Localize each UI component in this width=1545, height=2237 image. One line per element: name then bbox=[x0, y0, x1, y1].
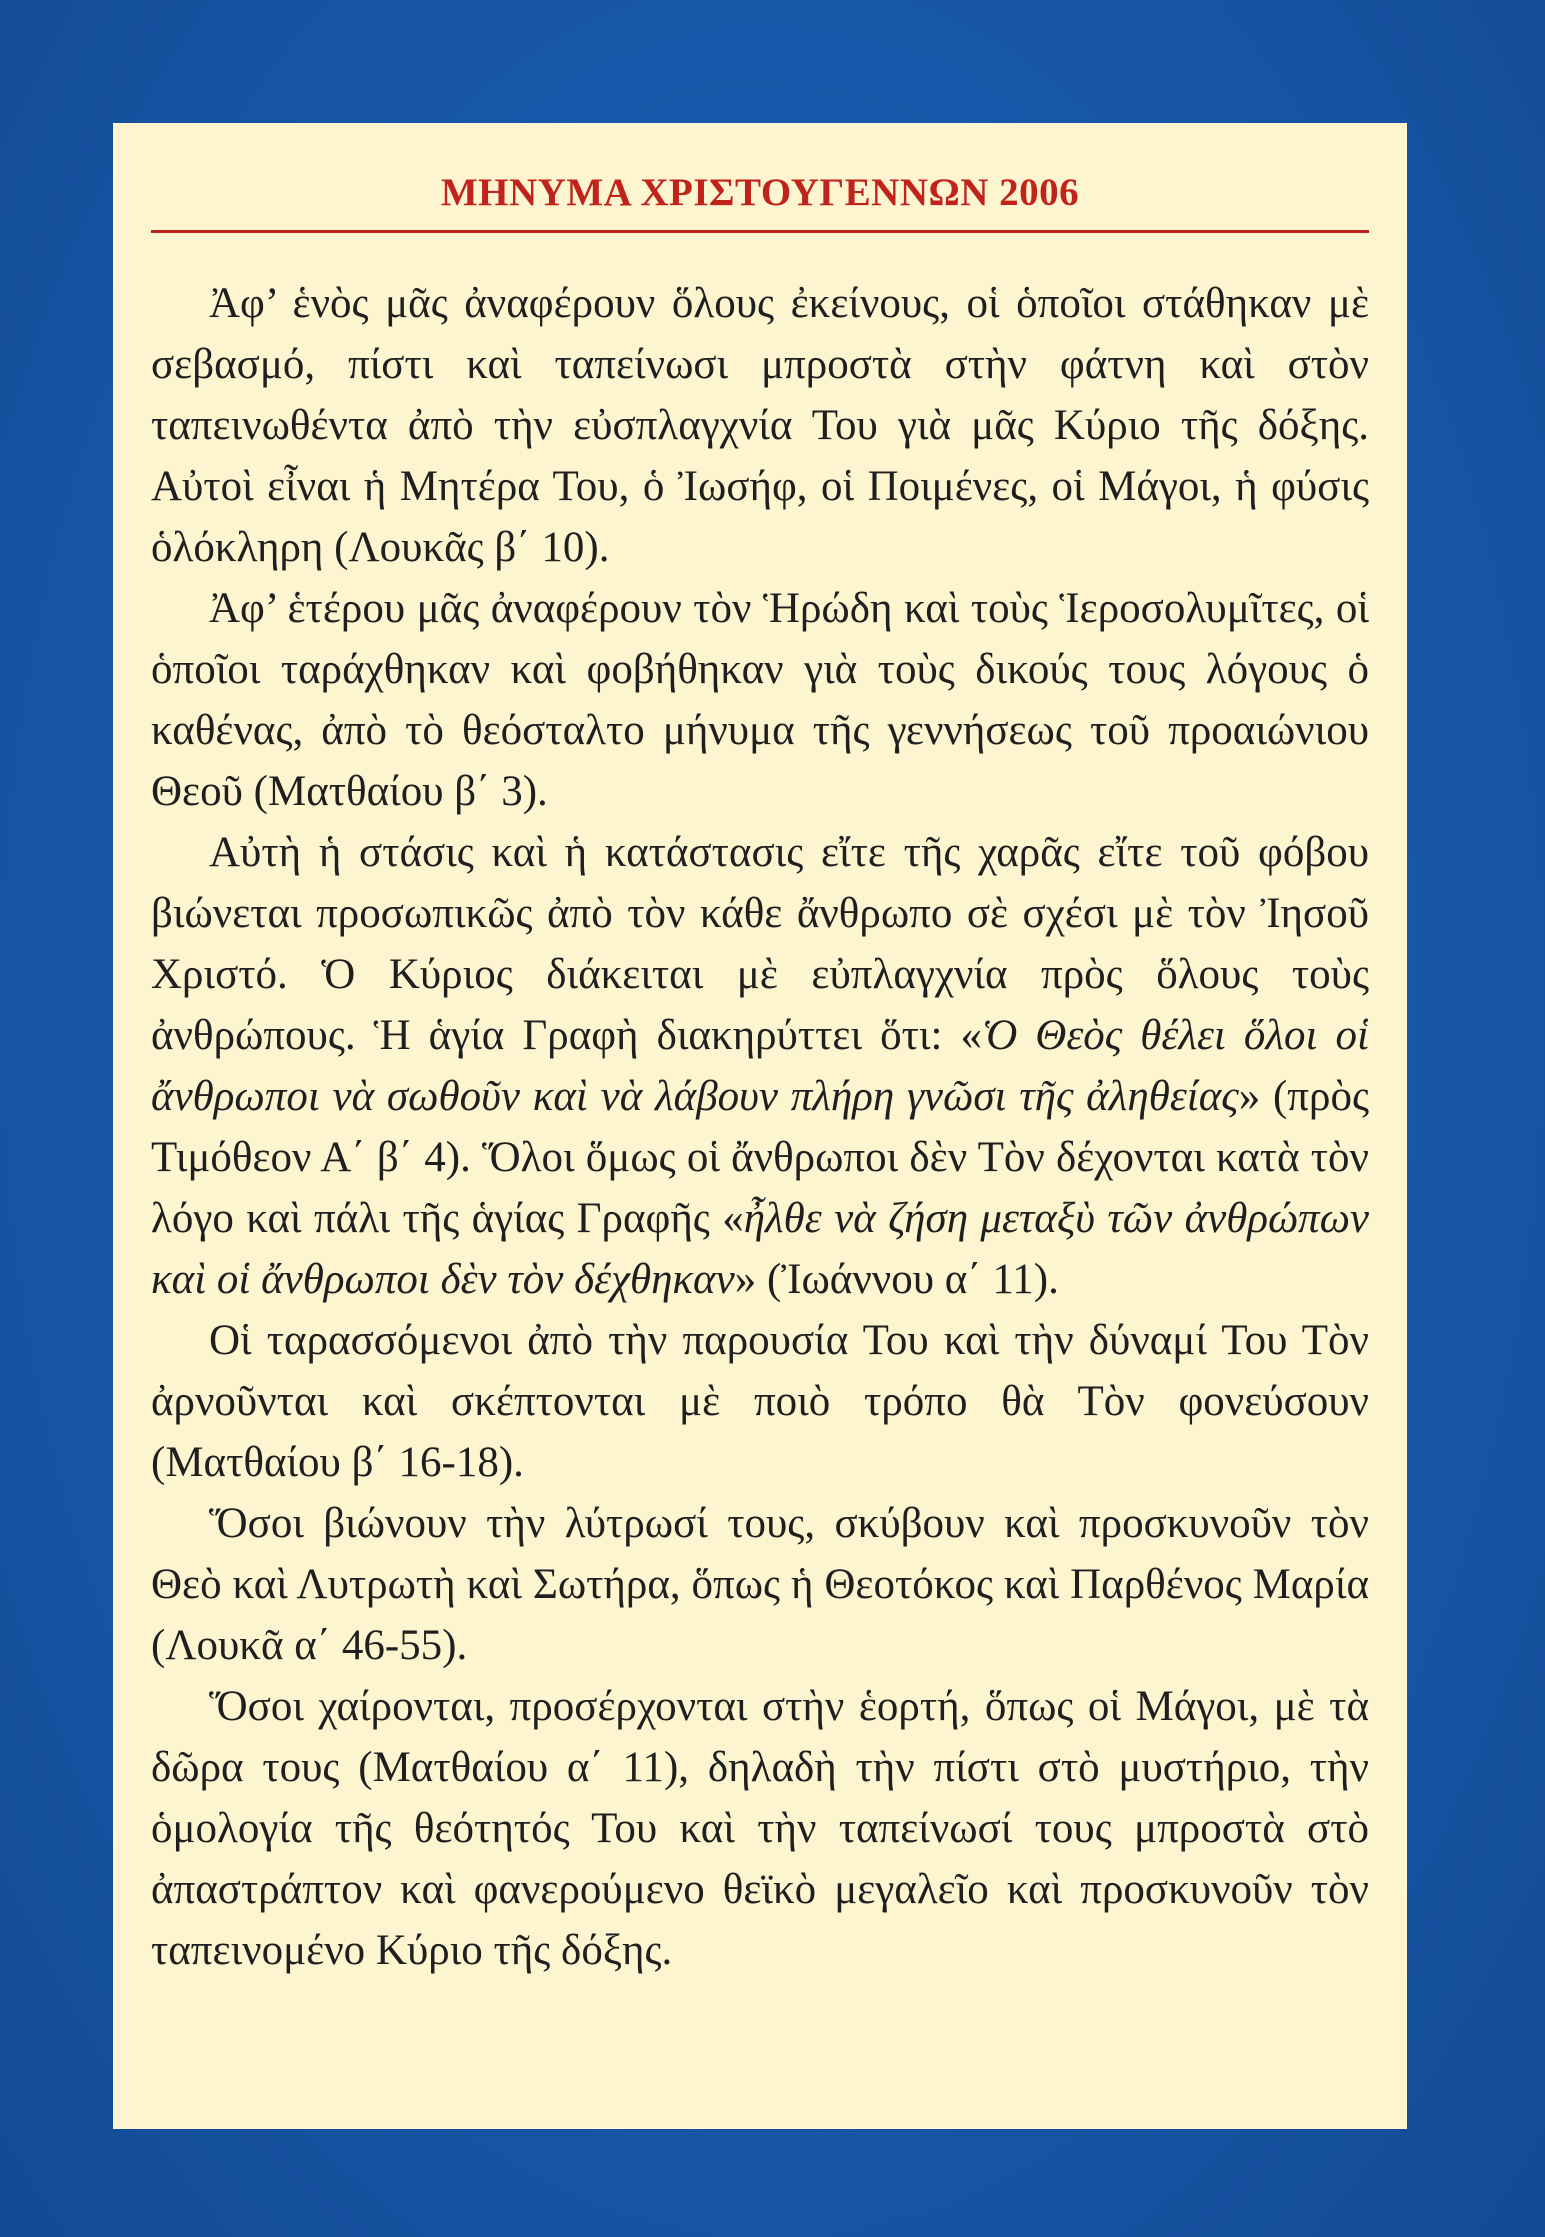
paragraph-1: Ἀφ’ ἑνὸς μᾶς ἀναφέρουν ὅλους ἐκείνους, οἱ ὁποῖοι στάθηκαν μὲ σεβασμό, πίστι καὶ ταπείνωσι μπροστὰ στὴν φάτνη καὶ στὸν ταπεινωθέντα ἀπὸ τὴν εὐσπλαγχνία Του γιὰ μᾶς Κύριο τῆς δόξης. Αὐτοὶ εἶναι ἡ Μητέρα Του, ὁ Ἰωσήφ, οἱ Ποιμένες, οἱ Μάγοι, ἡ φύσις ὁλόκληρη (Λουκᾶς β΄ 10). bbox=[151, 280, 1369, 571]
paragraph-3-text-c: » (Ἰωάννου α΄ 11). bbox=[734, 1256, 1059, 1303]
scripture-quote-1: Ὁ Θεὸς θέλει ὅλοι οἱ ἄνθρωποι νὰ σωθοῦν καὶ νὰ λάβουν πλήρη γνῶσι τῆς ἀληθείας bbox=[151, 1012, 1369, 1120]
paragraph-3-text-a: Αὐτὴ ἡ στάσις καὶ ἡ κατάστασις εἴτε τῆς χαρᾶς εἴτε τοῦ φόβου βιώνεται προσωπικῶς ἀπὸ τὸν κάθε ἄνθρωπο σὲ σχέσι μὲ τὸν Ἰησοῦ Χριστό. Ὁ Κύριος διάκειται μὲ εὐπλαγχνία πρὸς ὅλους τοὺς ἀνθρώπους. Ἡ ἁγία Γραφὴ διακηρύττει ὅτι: « bbox=[151, 829, 1369, 1059]
paragraph-3-text-b: » (πρὸς Τιμόθεον Α΄ β΄ 4). Ὅλοι ὅμως οἱ ἄνθρωποι δὲν Τὸν δέχονται κατὰ τὸν λόγο καὶ πάλι τῆς ἁγίας Γραφῆς « bbox=[151, 1073, 1370, 1242]
page-title: ΜΗΝΥΜΑ ΧΡΙΣΤΟΥΓΕΝΝΩΝ 2006 bbox=[151, 173, 1369, 233]
scripture-quote-2: ἦλθε νὰ ζήση μεταξὺ τῶν ἀνθρώπων καὶ οἱ ἄνθρωποι δὲν τὸν δέχθηκαν bbox=[151, 1195, 1370, 1303]
paragraph-2: Ἀφ’ ἑτέρου μᾶς ἀναφέρουν τὸν Ἡρώδη καὶ τοὺς Ἱεροσολυμῖτες, οἱ ὁποῖοι ταράχθηκαν καὶ φοβήθηκαν γιὰ τοὺς δικούς τους λόγους ὁ καθένας, ἀπὸ τὸ θεόσταλτο μήνυμα τῆς γεννήσεως τοῦ προαιώνιου Θεοῦ (Ματθαίου β΄ 3). bbox=[151, 585, 1369, 815]
paragraph-6: Ὅσοι χαίρονται, προσέρχονται στὴν ἑορτή, ὅπως οἱ Μάγοι, μὲ τὰ δῶρα τους (Ματθαίου α΄ 11), δηλαδὴ τὴν πίστι στὸ μυστήριο, τὴν ὁμολογία τῆς θεότητός Του καὶ τὴν ταπείνωσί τους μπροστὰ στὸ ἀπαστράπτον καὶ φανερούμενο θεϊκὸ μεγαλεῖο καὶ προσκυνοῦν τὸν ταπεινομένο Κύριο τῆς δόξης. bbox=[151, 1683, 1369, 1974]
paragraph-5: Ὅσοι βιώνουν τὴν λύτρωσί τους, σκύβουν καὶ προσκυνοῦν τὸν Θεὸ καὶ Λυτρωτὴ καὶ Σωτήρα, ὅπως ἡ Θεοτόκος καὶ Παρθένος Μαρία (Λουκᾶ α΄ 46-55). bbox=[151, 1500, 1369, 1669]
paragraph-3 bbox=[151, 822, 1369, 1310]
message-body bbox=[151, 273, 1369, 1981]
message-panel bbox=[113, 123, 1407, 2129]
paragraph-4: Οἱ ταρασσόμενοι ἀπὸ τὴν παρουσία Του καὶ τὴν δύναμί Του Τὸν ἀρνοῦνται καὶ σκέπτονται μὲ ποιὸ τρόπο θὰ Τὸν φονεύσουν (Ματθαίου β΄ 16-18). bbox=[151, 1317, 1369, 1486]
